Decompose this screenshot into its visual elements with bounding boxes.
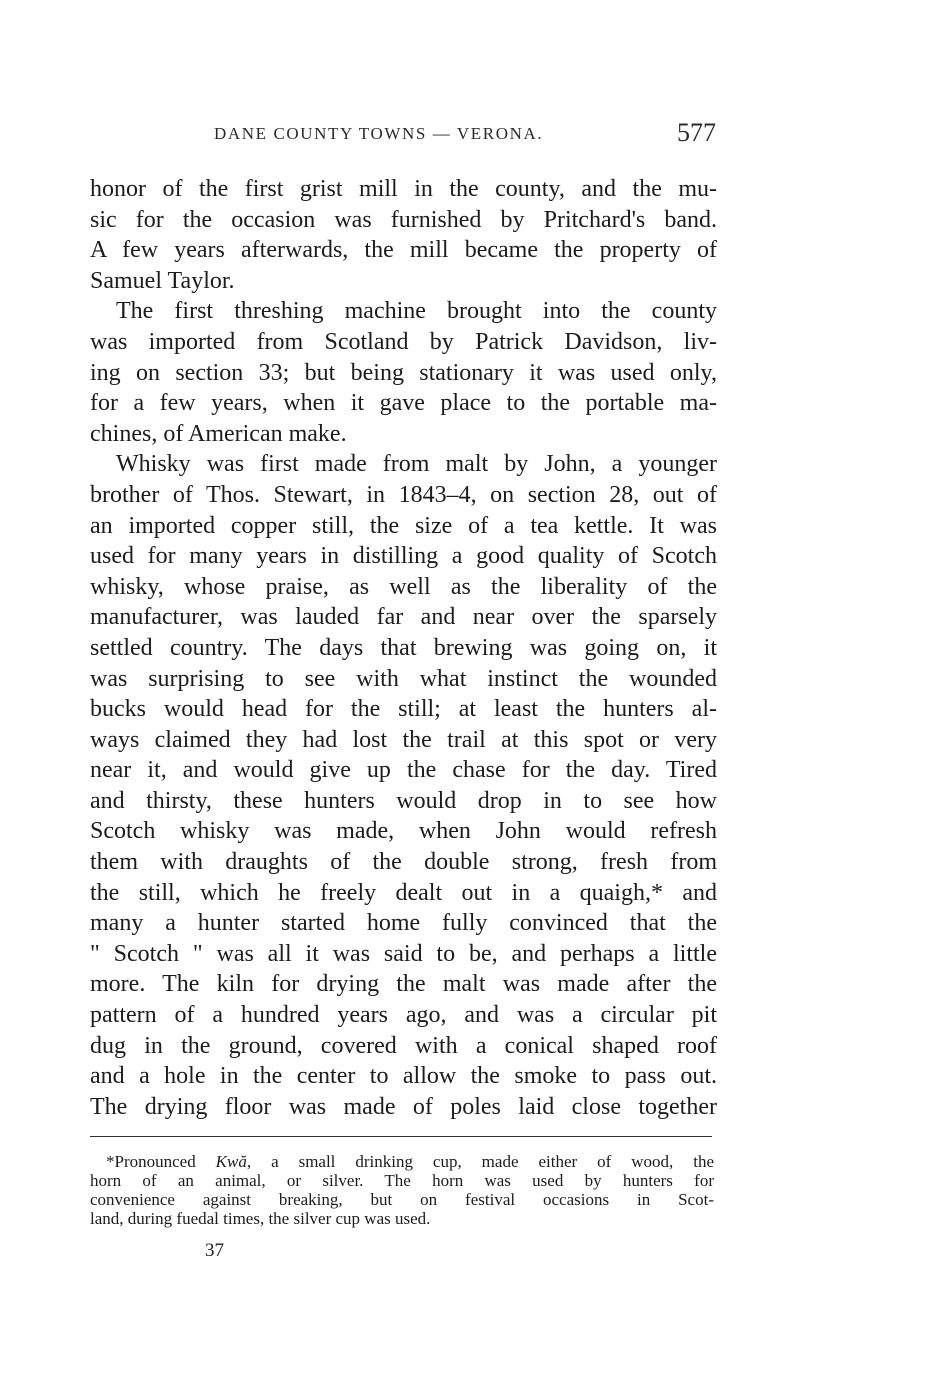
body-line: The first threshing machine brought into the county bbox=[116, 298, 717, 325]
body-line: dug in the ground, covered with a conical shaped roof bbox=[90, 1032, 717, 1059]
body-line: and thirsty, these hunters would drop in to see how bbox=[90, 787, 717, 814]
body-line: was imported from Scotland by Patrick Davidson, liv- bbox=[90, 328, 717, 355]
body-line: bucks would head for the still; at least the hunters al- bbox=[90, 696, 717, 723]
body-line: manufacturer, was lauded far and near over the sparsely bbox=[90, 604, 717, 631]
running-head bbox=[90, 118, 720, 152]
body-line: Whisky was first made from malt by John, a younger bbox=[116, 451, 717, 478]
body-line: near it, and would give up the chase for the day. Tired bbox=[90, 757, 717, 784]
body-line: more. The kiln for drying the malt was made after the bbox=[90, 971, 717, 998]
body-line: many a hunter started home fully convinced that the bbox=[90, 910, 717, 937]
body-line: them with draughts of the double strong, fresh from bbox=[90, 849, 717, 876]
body-line: ways claimed they had lost the trail at this spot or very bbox=[90, 726, 717, 753]
body-text bbox=[90, 174, 717, 1122]
body-line: chines, of American make. bbox=[90, 420, 347, 447]
signature-mark: 37 bbox=[205, 1240, 224, 1261]
footnote-line bbox=[106, 1152, 714, 1171]
body-line: the still, which he freely dealt out in a quaigh,* and bbox=[90, 879, 717, 906]
body-line: was surprising to see with what instinct the wounded bbox=[90, 665, 717, 692]
body-line: The drying floor was made of poles laid close together bbox=[90, 1093, 717, 1120]
body-line: A few years afterwards, the mill became the property of bbox=[90, 237, 717, 264]
body-line: sic for the occasion was furnished by Pritchard's band. bbox=[90, 206, 717, 233]
body-line: pattern of a hundred years ago, and was a circular pit bbox=[90, 1002, 717, 1029]
footnote-line: horn of an animal, or silver. The horn was used by hunters for bbox=[90, 1171, 714, 1190]
footnote-rule bbox=[90, 1136, 712, 1137]
body-line: Samuel Taylor. bbox=[90, 267, 235, 294]
body-line: " Scotch " was all it was said to be, and perhaps a little bbox=[90, 940, 717, 967]
body-line: used for many years in distilling a good quality of Scotch bbox=[90, 543, 717, 570]
body-line: Scotch whisky was made, when John would refresh bbox=[90, 818, 717, 845]
footnote-line1-rest: , a small drinking cup, made either of wood, the bbox=[246, 1152, 714, 1171]
body-line: honor of the first grist mill in the county, and the mu- bbox=[90, 176, 717, 202]
footnote-lead: *Pronounced bbox=[106, 1152, 216, 1171]
page-number: 577 bbox=[677, 118, 716, 147]
body-line: settled country. The days that brewing was going on, it bbox=[90, 634, 717, 661]
footnote bbox=[90, 1152, 714, 1228]
body-line: for a few years, when it gave place to the portable ma- bbox=[90, 390, 717, 417]
body-line: ing on section 33; but being stationary it was used only, bbox=[90, 359, 717, 386]
running-title: DANE COUNTY TOWNS — VERONA. bbox=[214, 124, 544, 143]
body-line: whisky, whose praise, as well as the liberality of the bbox=[90, 573, 717, 600]
body-line: and a hole in the center to allow the smoke to pass out. bbox=[90, 1063, 717, 1090]
body-line: an imported copper still, the size of a tea kettle. It was bbox=[90, 512, 717, 539]
body-line: brother of Thos. Stewart, in 1843–4, on section 28, out of bbox=[90, 481, 717, 508]
footnote-line: convenience against breaking, but on festival occasions in Scot- bbox=[90, 1190, 714, 1209]
footnote-italic-word: Kwă bbox=[215, 1152, 247, 1171]
footnote-line: land, during fuedal times, the silver cup was used. bbox=[90, 1209, 431, 1228]
